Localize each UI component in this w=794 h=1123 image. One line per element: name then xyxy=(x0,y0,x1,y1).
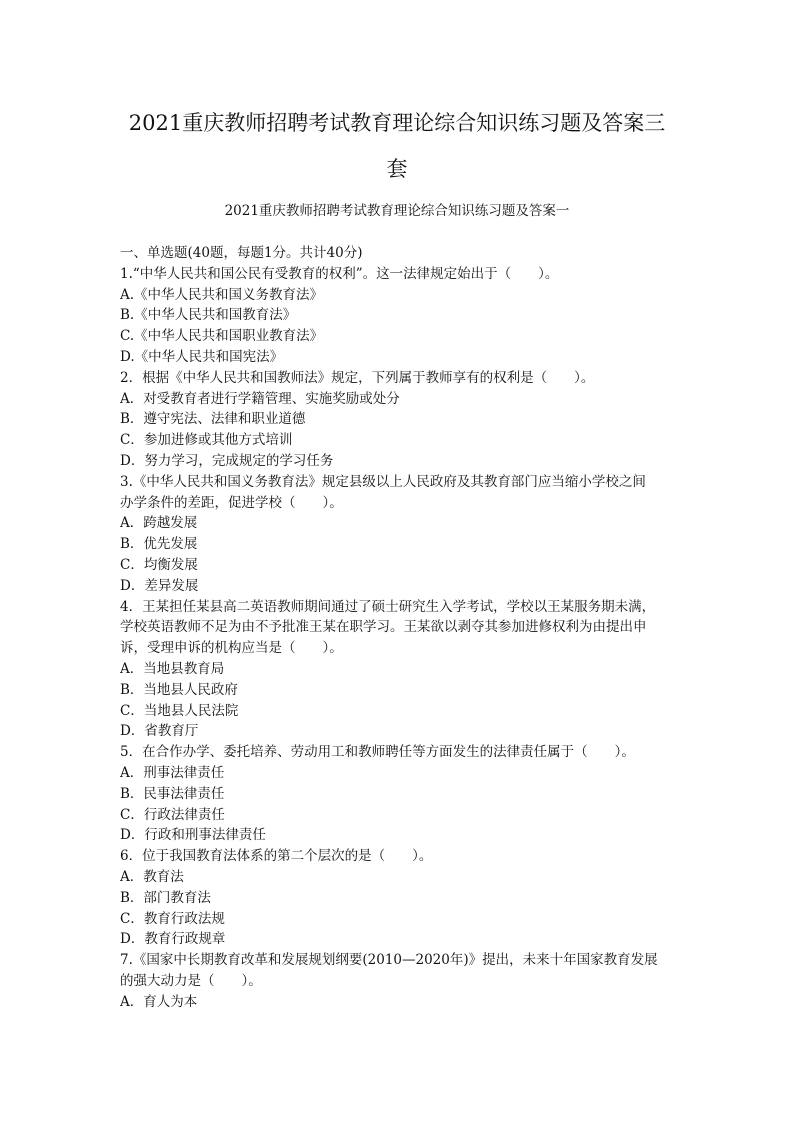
answer-option: A．跨越发展 xyxy=(120,515,198,532)
answer-option: D．省教育厅 xyxy=(120,723,199,740)
question-stem: 3.《中华人民共和国义务教育法》规定县级以上人民政府及其教育部门应当缩小学校之间 xyxy=(120,473,646,490)
answer-option: A．教育法 xyxy=(120,868,184,885)
answer-option: C．参加进修或其他方式培训 xyxy=(120,432,293,449)
question-stem: 诉，受理申诉的机构应当是（ ）。 xyxy=(120,640,343,657)
section-header: 一、单选题(40题，每题1分。共计40分) xyxy=(120,245,363,261)
answer-option: B．遵守宪法、法律和职业道德 xyxy=(120,411,306,428)
answer-option: D.《中华人民共和国宪法》 xyxy=(120,348,284,365)
answer-option: B．当地县人民政府 xyxy=(120,681,238,698)
question-stem: 1.“中华人民共和国公民有受教育的权利”。这一法律规定始出于（ ）。 xyxy=(120,265,559,282)
title-line-2: 套 xyxy=(386,157,408,181)
answer-option: D．努力学习，完成规定的学习任务 xyxy=(120,452,334,469)
answer-option: D．差异发展 xyxy=(120,577,199,594)
question-list xyxy=(120,243,676,1012)
answer-option: C．当地县人民法院 xyxy=(120,702,239,719)
answer-option: B．部门教育法 xyxy=(120,889,211,906)
answer-option: C．教育行政法规 xyxy=(120,910,225,927)
question-stem: 2．根据《中华人民共和国教师法》规定，下列属于教师享有的权利是（ ）。 xyxy=(120,369,595,386)
document-title xyxy=(100,100,694,192)
answer-option: C.《中华人民共和国职业教育法》 xyxy=(120,328,324,345)
question-stem: 6．位于我国教育法体系的第二个层次的是（ ）。 xyxy=(120,848,433,865)
answer-option: D．行政和刑事法律责任 xyxy=(120,827,266,844)
answer-option: B.《中华人民共和国教育法》 xyxy=(120,307,297,324)
answer-option: B．优先发展 xyxy=(120,536,198,553)
question-stem: 5．在合作办学、委托培养、劳动用工和教师聘任等方面发生的法律责任属于（ ）。 xyxy=(120,744,635,761)
question-stem: 4．王某担任某县高二英语教师期间通过了硕士研究生入学考试，学校以王某服务期未满， xyxy=(120,598,656,615)
answer-option: A．当地县教育局 xyxy=(120,660,225,677)
answer-option: A．育人为本 xyxy=(120,993,198,1010)
answer-option: C．行政法律责任 xyxy=(120,806,225,823)
answer-option: D．教育行政规章 xyxy=(120,931,226,948)
answer-option: A.《中华人民共和国义务教育法》 xyxy=(120,286,324,303)
answer-option: B．民事法律责任 xyxy=(120,785,225,802)
answer-option: A．刑事法律责任 xyxy=(120,764,225,781)
title-line-1: 2021重庆教师招聘考试教育理论综合知识练习题及答案三 xyxy=(128,111,666,135)
question-stem: 学校英语教师不足为由不予批准王某在职学习。王某欲以剥夺其参加进修权利为由提出申 xyxy=(120,619,647,636)
question-stem: 7.《国家中长期教育改革和发展规划纲要(2010—2020年)》提出，未来十年国家教育发展 xyxy=(120,952,658,969)
question-stem: 办学条件的差距，促进学校（ ）。 xyxy=(120,494,343,511)
answer-option: C．均衡发展 xyxy=(120,556,198,573)
question-stem: 的强大动力是（ ）。 xyxy=(120,972,262,989)
answer-option: A．对受教育者进行学籍管理、实施奖励或处分 xyxy=(120,390,400,407)
section-subtitle: 2021重庆教师招聘考试教育理论综合知识练习题及答案一 xyxy=(224,203,570,219)
